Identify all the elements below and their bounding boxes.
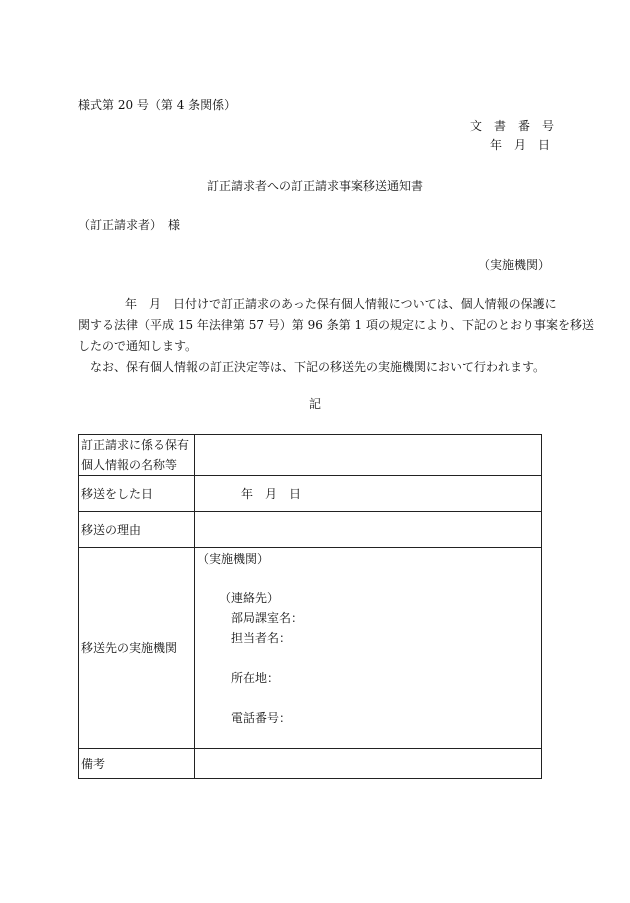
- label-line-2: 個人情報の名称等: [81, 458, 178, 472]
- destination-agency-label: 移送先の実施機関: [79, 548, 195, 749]
- remarks-value: [195, 749, 542, 779]
- record-table: [78, 434, 542, 779]
- remarks-label: 備考: [79, 749, 195, 779]
- transfer-date-value: [195, 476, 542, 512]
- table-row: [79, 749, 542, 779]
- form-number: 様式第 20 号（第 4 条関係）: [78, 98, 237, 112]
- table-row: [79, 548, 542, 749]
- table-row: [79, 435, 542, 476]
- table-row: [79, 512, 542, 548]
- addressee: （訂正請求者） 様: [78, 218, 181, 232]
- document-title: 訂正請求者への訂正請求事案移送通知書: [206, 179, 423, 193]
- person-in-charge-label: 担当者名：: [231, 631, 292, 645]
- body-line-1: 年 月 日付けで訂正請求のあった保有個人情報については、個人情報の保護に: [125, 297, 557, 311]
- issuing-agency: （実施機関）: [477, 258, 550, 272]
- destination-agency-value: [195, 548, 542, 749]
- ki-heading: 記: [308, 397, 321, 411]
- destination-agency-name: （実施機関）: [197, 552, 270, 566]
- notice-body: [78, 294, 594, 378]
- department-label: 部局課室名：: [231, 611, 304, 625]
- issue-date: 年 月 日: [489, 138, 550, 152]
- table-row: [79, 476, 542, 512]
- transfer-reason-value: [195, 512, 542, 548]
- body-line-3: したので通知します。: [78, 339, 198, 353]
- label-line-1: 訂正請求に係る保有: [81, 438, 190, 452]
- body-line-4: なお、保有個人情報の訂正決定等は、下記の移送先の実施機関において行われます。: [90, 360, 546, 374]
- phone-label: 電話番号：: [231, 711, 292, 725]
- transfer-reason-label: 移送の理由: [79, 512, 195, 548]
- address-label: 所在地：: [231, 671, 280, 685]
- personal-info-name-label: [79, 435, 195, 476]
- transfer-date-label: 移送をした日: [79, 476, 195, 512]
- contact-heading: （連絡先）: [219, 591, 280, 605]
- document-number-label: 文 書 番 号: [470, 119, 555, 133]
- transfer-date-text: 年 月 日: [241, 486, 302, 501]
- personal-info-name-value: [195, 435, 542, 476]
- body-line-2: 関する法律（平成 15 年法律第 57 号）第 96 条第 1 項の規定により、下記のとおり事案を移送: [78, 318, 594, 332]
